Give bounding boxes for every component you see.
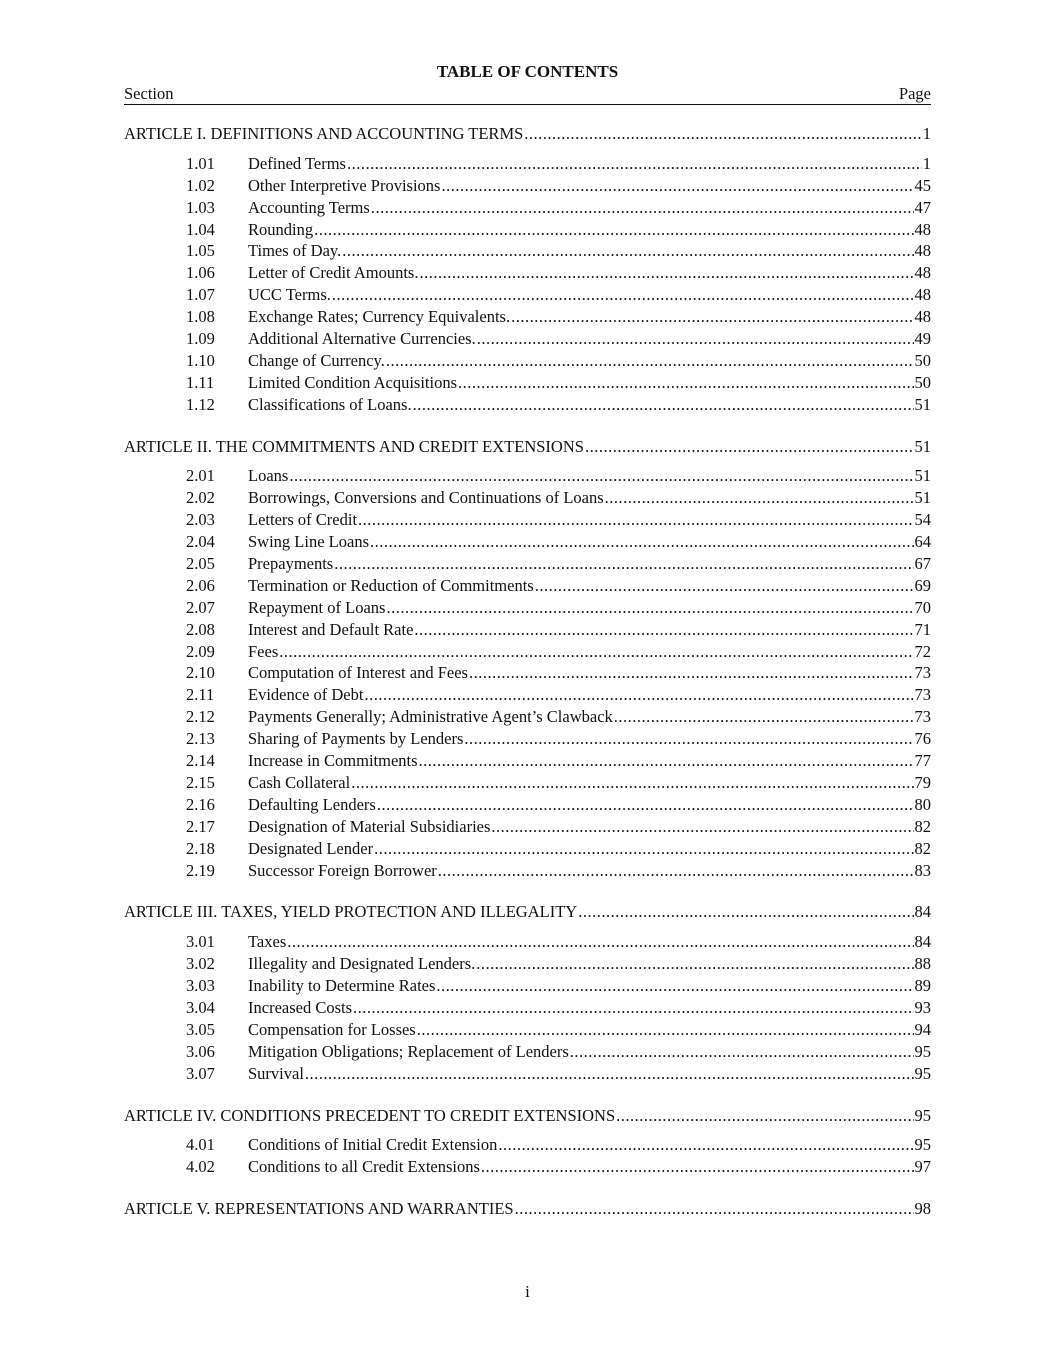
section-page-number: 79 <box>914 772 931 792</box>
section-page-number: 76 <box>914 729 931 749</box>
section-title: Repayment of Loans <box>248 597 386 617</box>
dot-leader <box>511 306 913 328</box>
section-number: 2.01 <box>186 466 215 486</box>
article-heading: ARTICLE II. THE COMMITMENTS AND CREDIT EXTENSIONS <box>124 436 584 456</box>
dot-leader <box>289 465 913 487</box>
section-title: Times of Day. <box>248 241 342 261</box>
section-number: 2.03 <box>186 510 215 530</box>
section-page-number: 94 <box>914 1019 931 1039</box>
section-number: 2.07 <box>186 597 215 617</box>
toc-section-group <box>124 1134 931 1178</box>
toc-section-entry[interactable] <box>124 1019 931 1041</box>
toc-section-entry[interactable] <box>124 394 931 416</box>
toc-section-entry[interactable] <box>124 641 931 663</box>
toc-section-entry[interactable] <box>124 197 931 219</box>
dot-leader <box>342 240 913 262</box>
section-title: Rounding <box>248 219 314 239</box>
toc-section-entry[interactable] <box>124 953 931 975</box>
toc-section-entry[interactable] <box>124 931 931 953</box>
toc-body <box>124 123 931 1220</box>
dot-leader <box>436 975 913 997</box>
section-title: Other Interpretive Provisions <box>248 175 441 195</box>
section-number: 2.11 <box>186 685 215 705</box>
section-title: Designation of Material Subsidiaries <box>248 816 491 836</box>
toc-section-group <box>124 465 931 881</box>
toc-section-entry[interactable] <box>124 706 931 728</box>
section-page-number: 77 <box>914 751 931 771</box>
section-title: Computation of Interest and Fees <box>248 663 468 683</box>
article-page-number: 98 <box>914 1199 931 1219</box>
section-page-number: 47 <box>914 197 931 217</box>
dot-leader <box>515 1198 914 1220</box>
article-page-number: 1 <box>922 124 931 143</box>
section-title: Conditions of Initial Credit Extension <box>248 1135 498 1155</box>
section-number: 2.02 <box>186 488 215 508</box>
section-number: 3.02 <box>186 954 215 974</box>
toc-section-entry[interactable] <box>124 1134 931 1156</box>
toc-section-entry[interactable] <box>124 372 931 394</box>
toc-article-entry[interactable] <box>124 1198 931 1220</box>
section-number: 2.17 <box>186 816 215 836</box>
toc-page <box>124 60 931 1228</box>
section-number: 1.11 <box>186 372 215 392</box>
section-title: Letter of Credit Amounts. <box>248 263 419 283</box>
section-number: 3.05 <box>186 1019 215 1039</box>
article-heading: ARTICLE III. TAXES, YIELD PROTECTION AND ILLEGALITY <box>124 902 578 922</box>
section-title: Successor Foreign Borrower <box>248 860 437 880</box>
section-number: 4.02 <box>186 1157 215 1177</box>
section-title: Evidence of Debt <box>248 685 364 705</box>
dot-leader <box>491 816 913 838</box>
dot-leader <box>441 175 913 197</box>
section-page-number: 80 <box>914 794 931 814</box>
toc-section-entry[interactable] <box>124 350 931 372</box>
dot-leader <box>469 662 914 684</box>
toc-section-entry[interactable] <box>124 1156 931 1178</box>
section-title: Taxes <box>248 932 287 952</box>
dot-leader <box>332 284 914 306</box>
dot-leader <box>578 901 913 923</box>
toc-section-entry[interactable] <box>124 772 931 794</box>
section-number: 3.04 <box>186 997 215 1017</box>
toc-section-entry[interactable] <box>124 465 931 487</box>
section-number: 1.09 <box>186 329 215 349</box>
section-number: 2.09 <box>186 641 215 661</box>
section-page-number: 70 <box>914 597 931 617</box>
dot-leader <box>438 860 914 882</box>
dot-leader <box>374 838 913 860</box>
page-number: i <box>525 1282 530 1301</box>
section-number: 3.06 <box>186 1041 215 1061</box>
article-page-number: 51 <box>914 436 931 456</box>
toc-section-group <box>124 931 931 1084</box>
toc-article-entry[interactable] <box>124 123 931 145</box>
dot-leader <box>481 1156 914 1178</box>
toc-article-entry[interactable] <box>124 901 931 923</box>
section-title: Increase in Commitments <box>248 751 418 771</box>
section-title: Survival <box>248 1063 304 1083</box>
section-title: Exchange Rates; Currency Equivalents. <box>248 307 511 327</box>
dot-leader <box>524 123 921 145</box>
dot-leader <box>347 153 922 175</box>
toc-section-entry[interactable] <box>124 328 931 350</box>
section-title: Sharing of Payments by Lenders <box>248 729 464 749</box>
section-number: 3.01 <box>186 932 215 952</box>
section-title: Letters of Credit <box>248 510 358 530</box>
section-page-number: 69 <box>914 575 931 595</box>
toc-section-entry[interactable] <box>124 619 931 641</box>
dot-leader <box>279 641 913 663</box>
dot-leader <box>287 931 913 953</box>
section-page-number: 82 <box>914 816 931 836</box>
section-page-number: 84 <box>914 932 931 952</box>
article-page-number: 95 <box>914 1105 931 1125</box>
section-number: 2.10 <box>186 663 215 683</box>
section-page-number: 73 <box>914 707 931 727</box>
section-number: 4.01 <box>186 1135 215 1155</box>
toc-section-entry[interactable] <box>124 816 931 838</box>
section-title: Designated Lender <box>248 838 374 858</box>
section-page-number: 97 <box>914 1157 931 1177</box>
section-title: Payments Generally; Administrative Agent’s Clawback <box>248 707 613 727</box>
section-number: 1.01 <box>186 153 215 173</box>
section-number: 2.08 <box>186 619 215 639</box>
dot-leader <box>413 394 914 416</box>
section-page-number: 48 <box>914 263 931 283</box>
section-page-number: 88 <box>914 954 931 974</box>
section-title: Termination or Reduction of Commitments <box>248 575 534 595</box>
section-number: 1.10 <box>186 350 215 370</box>
section-title: Illegality and Designated Lenders. <box>248 954 476 974</box>
section-number: 1.07 <box>186 285 215 305</box>
toc-article-entry[interactable] <box>124 1105 931 1127</box>
section-page-number: 48 <box>914 307 931 327</box>
toc-section-entry[interactable] <box>124 284 931 306</box>
section-page-number: 48 <box>914 219 931 239</box>
toc-section-entry[interactable] <box>124 553 931 575</box>
section-title: Loans <box>248 466 289 486</box>
toc-section-entry[interactable] <box>124 794 931 816</box>
section-number: 2.04 <box>186 532 215 552</box>
toc-section-entry[interactable] <box>124 597 931 619</box>
toc-header <box>124 84 931 105</box>
dot-leader <box>377 794 914 816</box>
section-number: 1.12 <box>186 394 215 414</box>
section-title: Increased Costs <box>248 997 353 1017</box>
section-page-number: 50 <box>914 372 931 392</box>
toc-section-entry[interactable] <box>124 1041 931 1063</box>
toc-section-entry[interactable] <box>124 487 931 509</box>
toc-section-entry[interactable] <box>124 838 931 860</box>
toc-section-entry[interactable] <box>124 219 931 241</box>
section-page-number: 95 <box>914 1135 931 1155</box>
section-title: Compensation for Losses <box>248 1019 416 1039</box>
dot-leader <box>605 487 914 509</box>
dot-leader <box>314 219 913 241</box>
toc-section-entry[interactable] <box>124 662 931 684</box>
dot-leader <box>476 953 913 975</box>
section-column-label: Section <box>124 84 174 103</box>
section-number: 2.13 <box>186 729 215 749</box>
section-title: Limited Condition Acquisitions <box>248 372 458 392</box>
dot-leader <box>458 372 913 394</box>
section-page-number: 50 <box>914 350 931 370</box>
section-page-number: 54 <box>914 510 931 530</box>
section-number: 1.08 <box>186 307 215 327</box>
section-page-number: 48 <box>914 285 931 305</box>
page-column-label: Page <box>898 84 931 103</box>
section-page-number: 48 <box>914 241 931 261</box>
section-title: Change of Currency. <box>248 350 385 370</box>
section-number: 2.16 <box>186 794 215 814</box>
toc-section-group <box>124 153 931 416</box>
section-title: Fees <box>248 641 279 661</box>
toc-section-entry[interactable] <box>124 306 931 328</box>
section-title: Prepayments <box>248 554 334 574</box>
toc-section-entry[interactable] <box>124 728 931 750</box>
dot-leader <box>417 1019 914 1041</box>
toc-section-entry[interactable] <box>124 175 931 197</box>
toc-section-entry[interactable] <box>124 684 931 706</box>
section-page-number: 51 <box>914 488 931 508</box>
section-title: Cash Collateral <box>248 772 351 792</box>
article-heading: ARTICLE I. DEFINITIONS AND ACCOUNTING TERMS <box>124 124 524 143</box>
dot-leader <box>419 262 913 284</box>
dot-leader <box>351 772 913 794</box>
section-title: Accounting Terms <box>248 197 370 217</box>
dot-leader <box>535 575 914 597</box>
toc-section-entry[interactable] <box>124 575 931 597</box>
section-number: 2.12 <box>186 707 215 727</box>
section-number: 2.14 <box>186 751 215 771</box>
section-page-number: 1 <box>922 153 931 173</box>
section-page-number: 95 <box>914 1041 931 1061</box>
toc-section-entry[interactable] <box>124 860 931 882</box>
dot-leader <box>364 684 913 706</box>
section-number: 1.03 <box>186 197 215 217</box>
section-number: 2.05 <box>186 554 215 574</box>
section-page-number: 67 <box>914 554 931 574</box>
section-number: 2.19 <box>186 860 215 880</box>
section-number: 1.04 <box>186 219 215 239</box>
toc-section-entry[interactable] <box>124 153 931 175</box>
section-page-number: 45 <box>914 175 931 195</box>
section-page-number: 51 <box>914 466 931 486</box>
section-number: 1.02 <box>186 175 215 195</box>
dot-leader <box>386 597 913 619</box>
toc-section-entry[interactable] <box>124 240 931 262</box>
section-page-number: 95 <box>914 1063 931 1083</box>
section-title: Additional Alternative Currencies. <box>248 329 476 349</box>
section-title: Classifications of Loans. <box>248 394 412 414</box>
dot-leader <box>334 553 913 575</box>
article-page-number: 84 <box>914 902 931 922</box>
dot-leader <box>585 436 914 458</box>
toc-section-entry[interactable] <box>124 975 931 997</box>
dot-leader <box>353 997 913 1019</box>
section-page-number: 71 <box>914 619 931 639</box>
section-number: 1.05 <box>186 241 215 261</box>
section-title: Mitigation Obligations; Replacement of Lenders <box>248 1041 569 1061</box>
article-heading: ARTICLE V. REPRESENTATIONS AND WARRANTIES <box>124 1199 514 1219</box>
toc-section-entry[interactable] <box>124 1063 931 1085</box>
section-page-number: 73 <box>914 685 931 705</box>
dot-leader <box>614 706 914 728</box>
section-title: Swing Line Loans <box>248 532 369 552</box>
section-number: 2.15 <box>186 772 215 792</box>
section-title: Conditions to all Credit Extensions <box>248 1157 480 1177</box>
dot-leader <box>498 1134 913 1156</box>
toc-section-entry[interactable] <box>124 531 931 553</box>
section-page-number: 72 <box>914 641 931 661</box>
section-title: Defined Terms <box>248 153 346 173</box>
section-page-number: 73 <box>914 663 931 683</box>
toc-section-entry[interactable] <box>124 997 931 1019</box>
dot-leader <box>419 750 914 772</box>
toc-section-entry[interactable] <box>124 750 931 772</box>
section-page-number: 51 <box>914 394 931 414</box>
section-number: 2.06 <box>186 575 215 595</box>
section-number: 2.18 <box>186 838 215 858</box>
section-number: 3.03 <box>186 976 215 996</box>
section-title: Defaulting Lenders <box>248 794 376 814</box>
section-page-number: 49 <box>914 329 931 349</box>
section-page-number: 89 <box>914 976 931 996</box>
section-title: Interest and Default Rate <box>248 619 414 639</box>
section-number: 3.07 <box>186 1063 215 1083</box>
article-heading: ARTICLE IV. CONDITIONS PRECEDENT TO CREDIT EXTENSIONS <box>124 1105 616 1125</box>
toc-section-entry[interactable] <box>124 262 931 284</box>
toc-section-entry[interactable] <box>124 509 931 531</box>
section-title: Inability to Determine Rates <box>248 976 436 996</box>
dot-leader <box>386 350 914 372</box>
dot-leader <box>305 1063 914 1085</box>
section-title: UCC Terms. <box>248 285 331 305</box>
dot-leader <box>370 531 914 553</box>
section-number: 1.06 <box>186 263 215 283</box>
section-page-number: 64 <box>914 532 931 552</box>
section-page-number: 82 <box>914 838 931 858</box>
dot-leader <box>477 328 914 350</box>
toc-article-entry[interactable] <box>124 436 931 458</box>
dot-leader <box>371 197 914 219</box>
toc-title: TABLE OF CONTENTS <box>436 62 619 81</box>
dot-leader <box>464 728 913 750</box>
dot-leader <box>616 1105 913 1127</box>
section-page-number: 93 <box>914 997 931 1017</box>
section-page-number: 83 <box>914 860 931 880</box>
dot-leader <box>414 619 913 641</box>
section-title: Borrowings, Conversions and Continuations of Loans <box>248 488 604 508</box>
dot-leader <box>358 509 913 531</box>
dot-leader <box>570 1041 914 1063</box>
